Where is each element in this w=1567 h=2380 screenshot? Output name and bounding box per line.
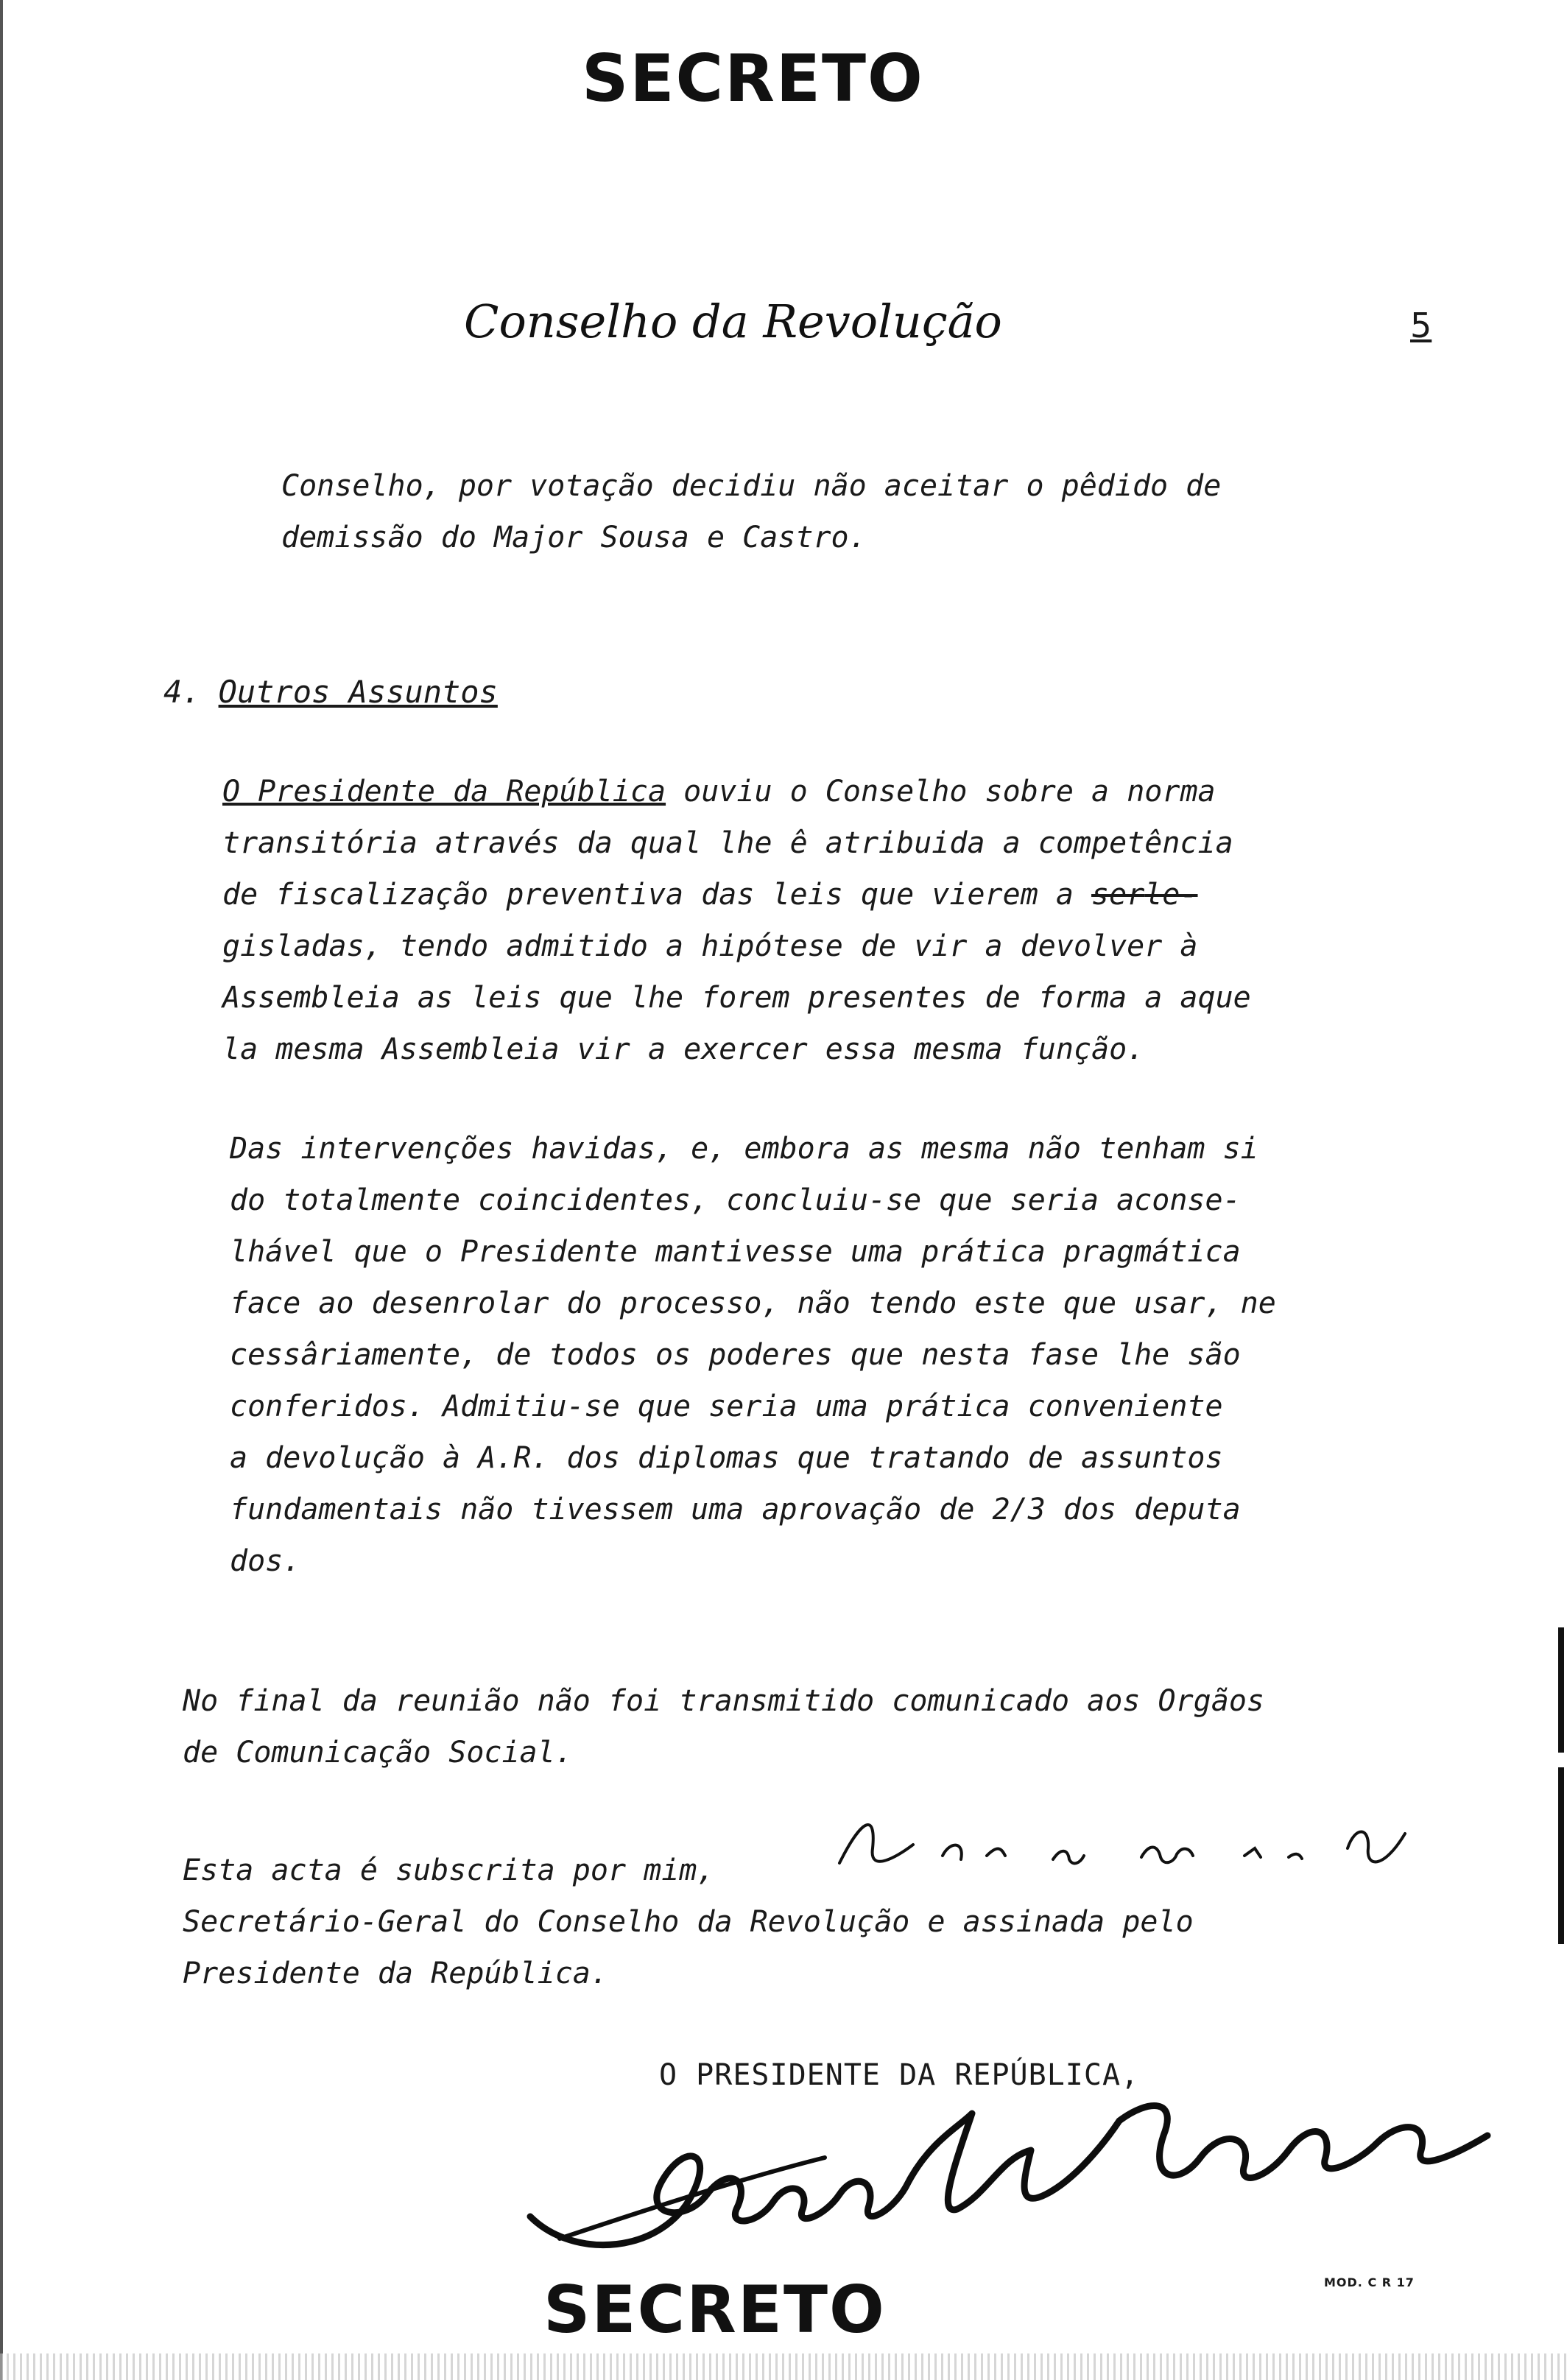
text-line: Esta acta é subscrita por mim, <box>183 1853 715 1887</box>
text-line: dos. <box>230 1544 301 1578</box>
text-line: a devolução à A.R. dos diplomas que tratando de assuntos <box>230 1441 1223 1475</box>
text-line: Secretário-Geral do Conselho da Revolução e assinada pelo <box>183 1905 1194 1939</box>
signoff-title: O PRESIDENTE DA REPÚBLICA, <box>659 2058 1140 2092</box>
subject-text: O Presidente da República <box>222 775 666 809</box>
paragraph-communique <box>183 1675 1264 1778</box>
text-line: No final da reunião não foi transmitido comunicado aos Orgãos <box>183 1684 1265 1718</box>
section-title: Outros Assuntos <box>218 674 498 710</box>
text-line: ouviu o Conselho sobre a norma <box>666 775 1216 809</box>
text-line: do totalmente coincidentes, concluiu-se que seria aconse- <box>230 1183 1241 1217</box>
section-number: 4. <box>163 674 201 710</box>
scan-edge-right-upper <box>1558 1627 1564 1753</box>
text-line: de Comunicação Social. <box>183 1736 573 1770</box>
intro-paragraph <box>281 460 1221 563</box>
paragraph-interventions <box>230 1123 1276 1587</box>
struck-text-tail: le- <box>1144 878 1198 912</box>
classification-stamp-bottom: SECRETO <box>543 2272 886 2348</box>
text-line: fundamentais não tivessem uma aprovação de 2/3 dos deputa <box>230 1493 1241 1527</box>
text-line: Conselho, por votação decidiu não aceitar o pêdido de <box>281 469 1222 503</box>
text-line: Das intervenções havidas, e, embora as mesma não tenham si <box>230 1132 1258 1166</box>
form-code: MOD. C R 17 <box>1324 2275 1415 2289</box>
scan-edge-left <box>0 0 3 2380</box>
text-line: Presidente da República. <box>183 1957 608 1990</box>
text-line: demissão do Major Sousa e Castro. <box>281 521 867 554</box>
secretary-signature <box>832 1804 1436 1885</box>
text-line: conferidos. Admitiu-se que seria uma prática conveniente <box>230 1390 1223 1423</box>
text-line: face ao desenrolar do processo, não tendo este que usar, ne <box>230 1286 1276 1320</box>
classification-stamp-top: SECRETO <box>582 41 924 116</box>
text-line: cessâriamente, de todos os poderes que nesta fase lhe são <box>230 1338 1241 1372</box>
text-line: la mesma Assembleia vir a exercer essa mesma função. <box>222 1032 1145 1066</box>
page-number: 5 <box>1410 306 1432 345</box>
struck-text: ser <box>1091 878 1145 912</box>
text-line: lhável que o Presidente mantivesse uma prática pragmática <box>230 1235 1241 1269</box>
text-line: gisladas, tendo admitido a hipótese de vir a devolver à <box>222 929 1198 963</box>
scan-noise-bottom <box>0 2353 1567 2380</box>
paragraph-president <box>222 766 1251 1075</box>
letterhead: Conselho da Revolução <box>464 295 1002 348</box>
text-line: Assembleia as leis que lhe forem presentes de forma a aque <box>222 981 1251 1015</box>
section-heading <box>163 674 498 710</box>
president-signature <box>515 2069 1510 2268</box>
text-line: de fiscalização preventiva das leis que vierem a <box>222 878 1092 912</box>
scan-edge-right-lower <box>1558 1767 1564 1944</box>
text-line: transitória através da qual lhe ê atribuida a competência <box>222 826 1233 860</box>
